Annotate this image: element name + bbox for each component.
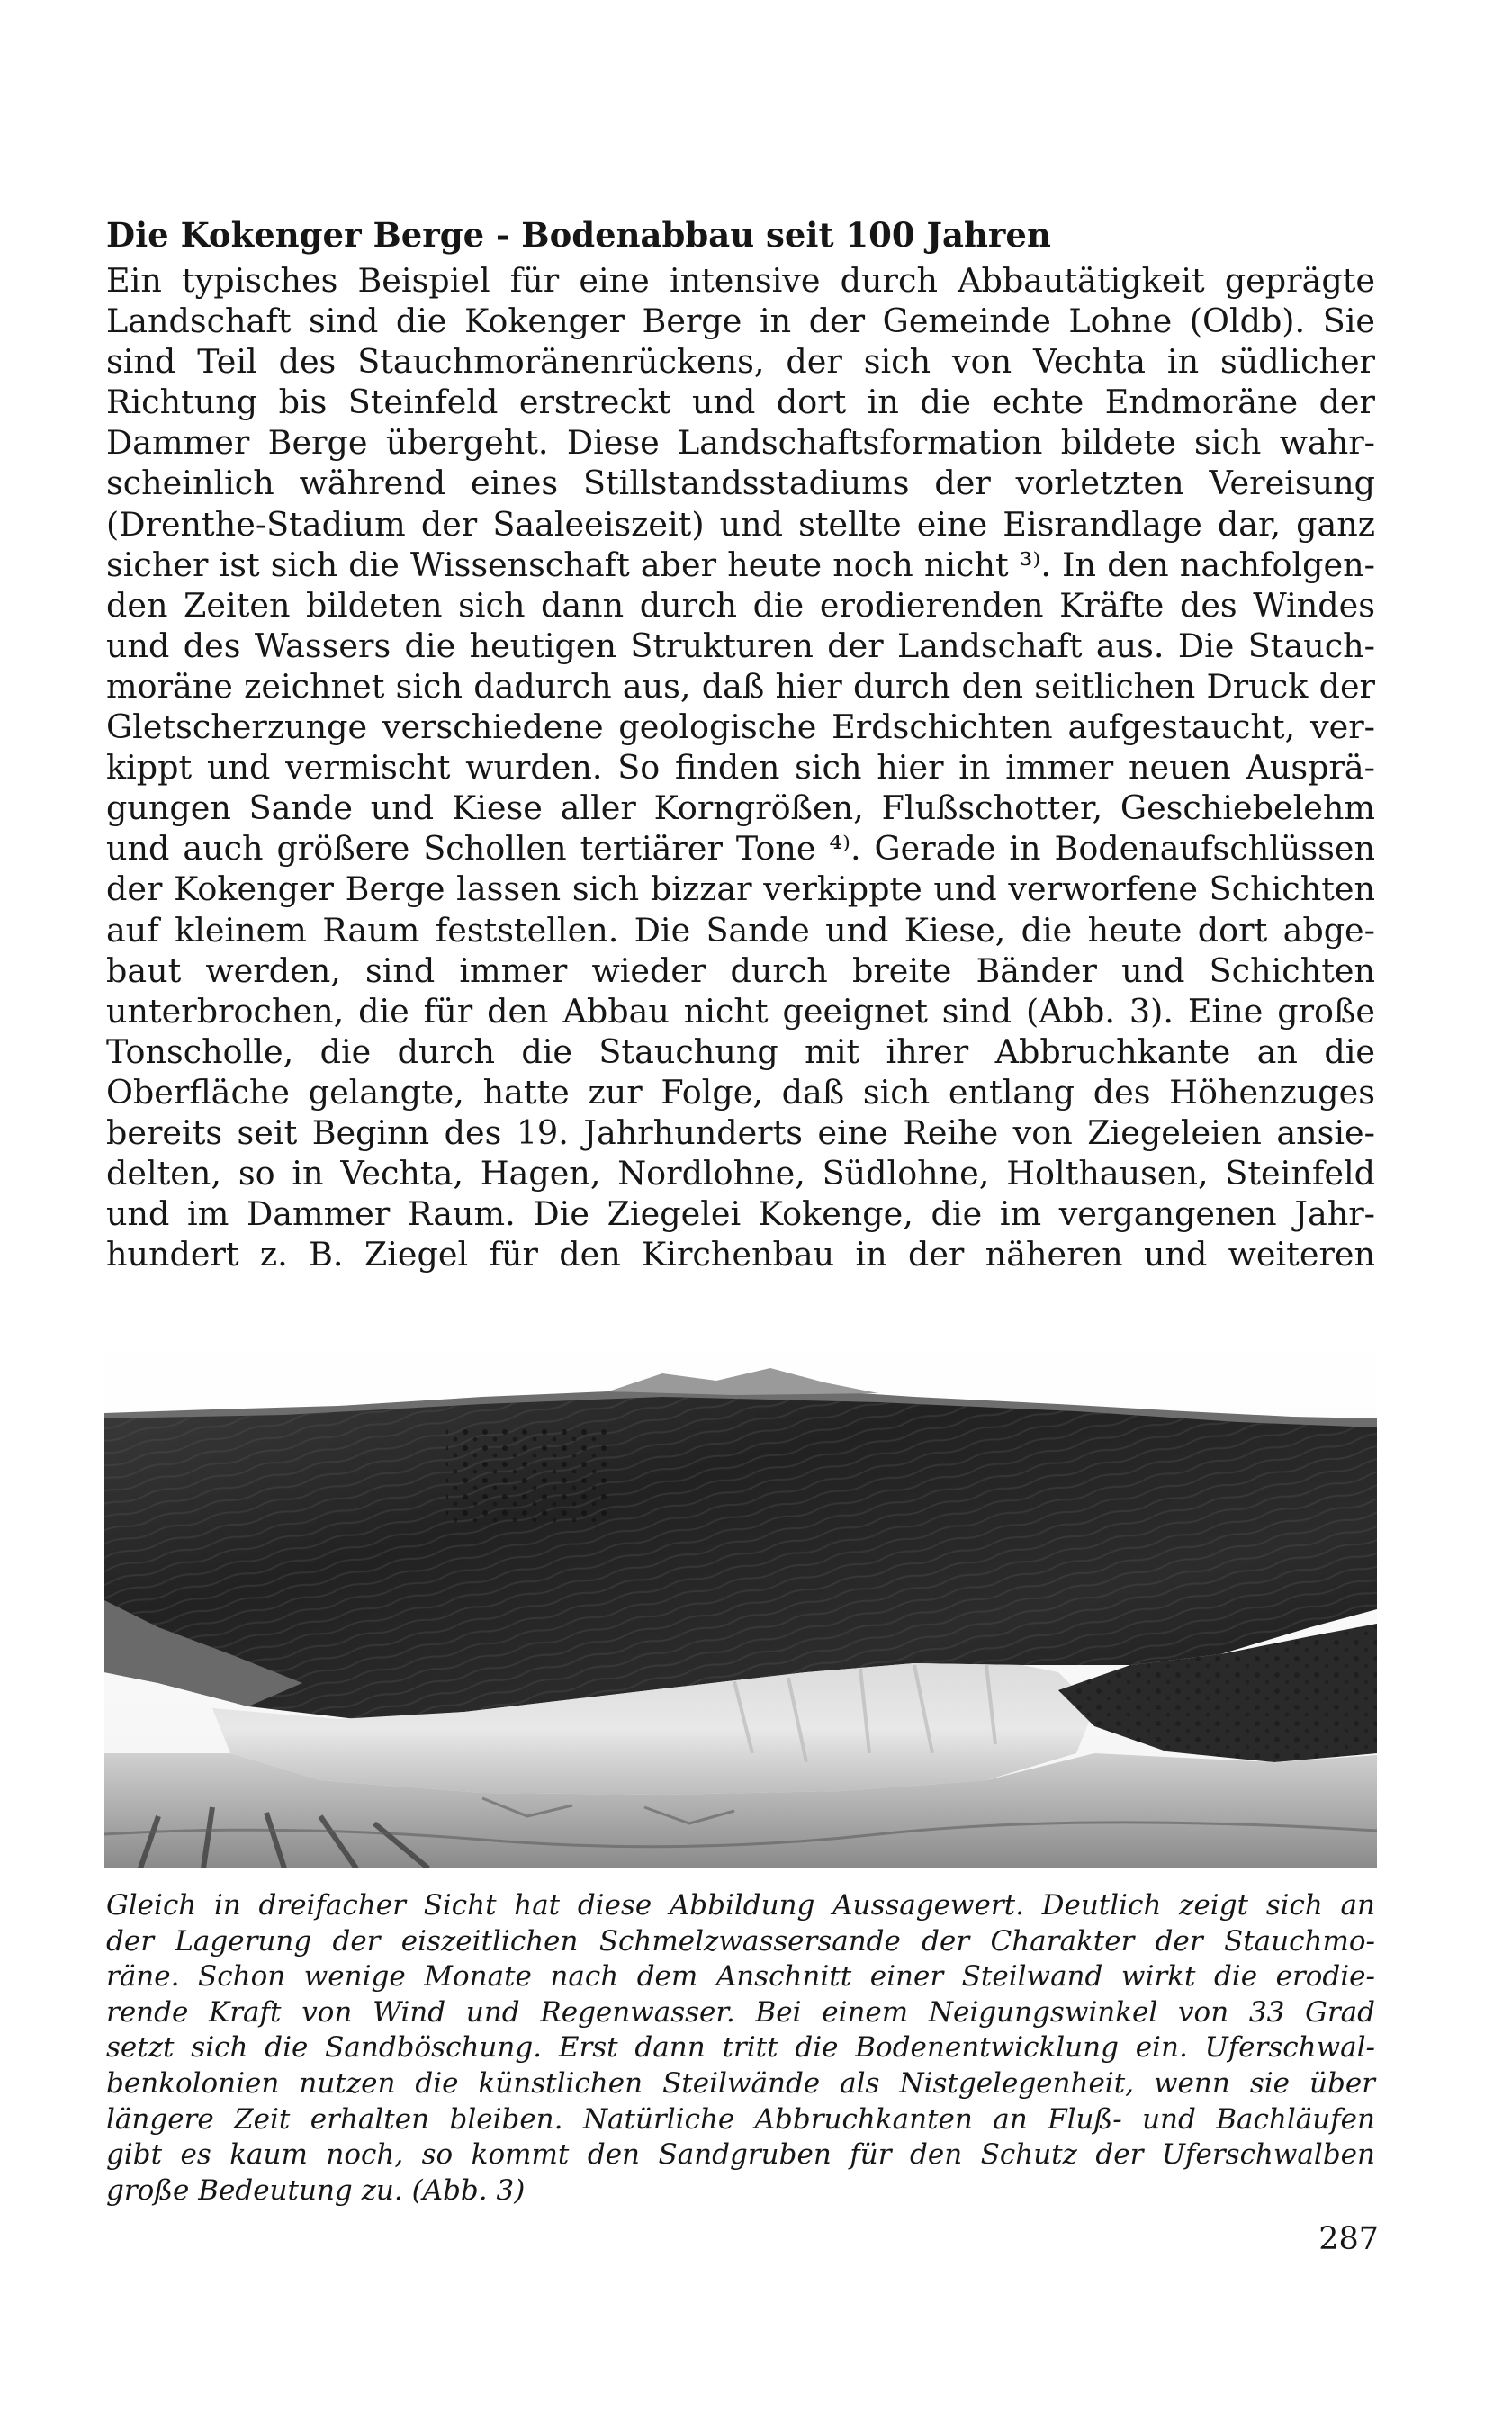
- article-heading: Die Kokenger Berge - Bodenabbau seit 100 Jahren: [106, 215, 1051, 255]
- body-line: und im Dammer Raum. Die Ziegelei Kokenge, die im vergangenen Jahr-: [106, 1194, 1375, 1234]
- caption-line: der Lagerung der eiszeitlichen Schmelzwassersande der Charakter der Stauchmo-: [106, 1924, 1375, 1958]
- body-line: baut werden, sind immer wieder durch breite Bänder und Schichten: [106, 950, 1375, 990]
- caption-line: gibt es kaum noch, so kommt den Sandgruben für den Schutz der Uferschwalben: [106, 2138, 1375, 2172]
- body-line: und auch größere Schollen tertiärer Tone ⁴⁾. Gerade in Bodenaufschlüssen: [106, 829, 1375, 868]
- body-line: Ein typisches Beispiel für eine intensive durch Abbautätigkeit geprägte: [106, 261, 1375, 300]
- caption-line: räne. Schon wenige Monate nach dem Anschnitt einer Steilwand wirkt die erodie-: [106, 1960, 1375, 1994]
- body-line: Dammer Berge übergeht. Diese Landschaftsformation bildete sich wahr-: [106, 423, 1375, 463]
- body-line: der Kokenger Berge lassen sich bizzar verkippte und verworfene Schichten: [106, 869, 1375, 909]
- body-line: kippt und vermischt wurden. So finden sich hier in immer neuen Ausprä-: [106, 748, 1375, 788]
- caption-line: längere Zeit erhalten bleiben. Natürliche Abbruchkanten an Fluß- und Bachläufen: [106, 2102, 1375, 2136]
- sand-pit-photo-image: [104, 1330, 1377, 1868]
- sand-pit-photo: [104, 1330, 1377, 1868]
- body-line: auf kleinem Raum feststellen. Die Sande und Kiese, die heute dort abge-: [106, 910, 1375, 950]
- body-line: Richtung bis Steinfeld erstreckt und dort in die echte Endmoräne der: [106, 382, 1375, 422]
- body-line: moräne zeichnet sich dadurch aus, daß hier durch den seitlichen Druck der: [106, 666, 1375, 706]
- figure-caption: [106, 1888, 1375, 2209]
- body-line: Gletscherzunge verschiedene geologische Erdschichten aufgestaucht, ver-: [106, 707, 1375, 747]
- caption-line: rende Kraft von Wind und Regenwasser. Bei einem Neigungswinkel von 33 Grad: [106, 1995, 1375, 2029]
- body-line: Tonscholle, die durch die Stauchung mit ihrer Abbruchkante an die: [106, 1031, 1375, 1071]
- article-body: [106, 260, 1375, 1274]
- caption-line: benkolonien nutzen die künstlichen Steilwände als Nistgelegenheit, wenn sie über: [106, 2066, 1375, 2100]
- body-line: unterbrochen, die für den Abbau nicht geeignet sind (Abb. 3). Eine große: [106, 991, 1375, 1030]
- body-line: delten, so in Vechta, Hagen, Nordlohne, Südlohne, Holthausen, Steinfeld: [106, 1154, 1375, 1193]
- caption-line: Gleich in dreifacher Sicht hat diese Abbildung Aussagewert. Deutlich zeigt sich an: [106, 1889, 1375, 1922]
- page-number: 287: [1318, 2221, 1379, 2257]
- body-line: Landschaft sind die Kokenger Berge in der Gemeinde Lohne (Oldb). Sie: [106, 302, 1375, 341]
- body-line: den Zeiten bildeten sich dann durch die erodierenden Kräfte des Windes: [106, 585, 1375, 625]
- body-line: gungen Sande und Kiese aller Korngrößen, Flußschotter, Geschiebelehm: [106, 788, 1375, 828]
- caption-line: setzt sich die Sandböschung. Erst dann tritt die Bodenentwicklung ein. Uferschwal-: [106, 2031, 1375, 2065]
- body-line: scheinlich während eines Stillstandsstadiums der vorletzten Vereisung: [106, 464, 1375, 503]
- body-line: sicher ist sich die Wissenschaft aber heute noch nicht ³⁾. In den nachfolgen-: [106, 544, 1375, 584]
- body-line: hundert z. B. Ziegel für den Kirchenbau in der näheren und weiteren: [106, 1235, 1375, 1274]
- body-line: bereits seit Beginn des 19. Jahrhunderts eine Reihe von Ziegeleien ansie-: [106, 1112, 1375, 1152]
- body-line: und des Wassers die heutigen Strukturen der Landschaft aus. Die Stauch-: [106, 626, 1375, 665]
- body-line: sind Teil des Stauchmoränenrückens, der sich von Vechta in südlicher: [106, 342, 1375, 382]
- caption-line: große Bedeutung zu. (Abb. 3): [106, 2174, 526, 2207]
- body-line: Oberfläche gelangte, hatte zur Folge, daß sich entlang des Höhenzuges: [106, 1072, 1375, 1112]
- body-line: (Drenthe-Stadium der Saaleeiszeit) und stellte eine Eisrandlage dar, ganz: [106, 504, 1375, 544]
